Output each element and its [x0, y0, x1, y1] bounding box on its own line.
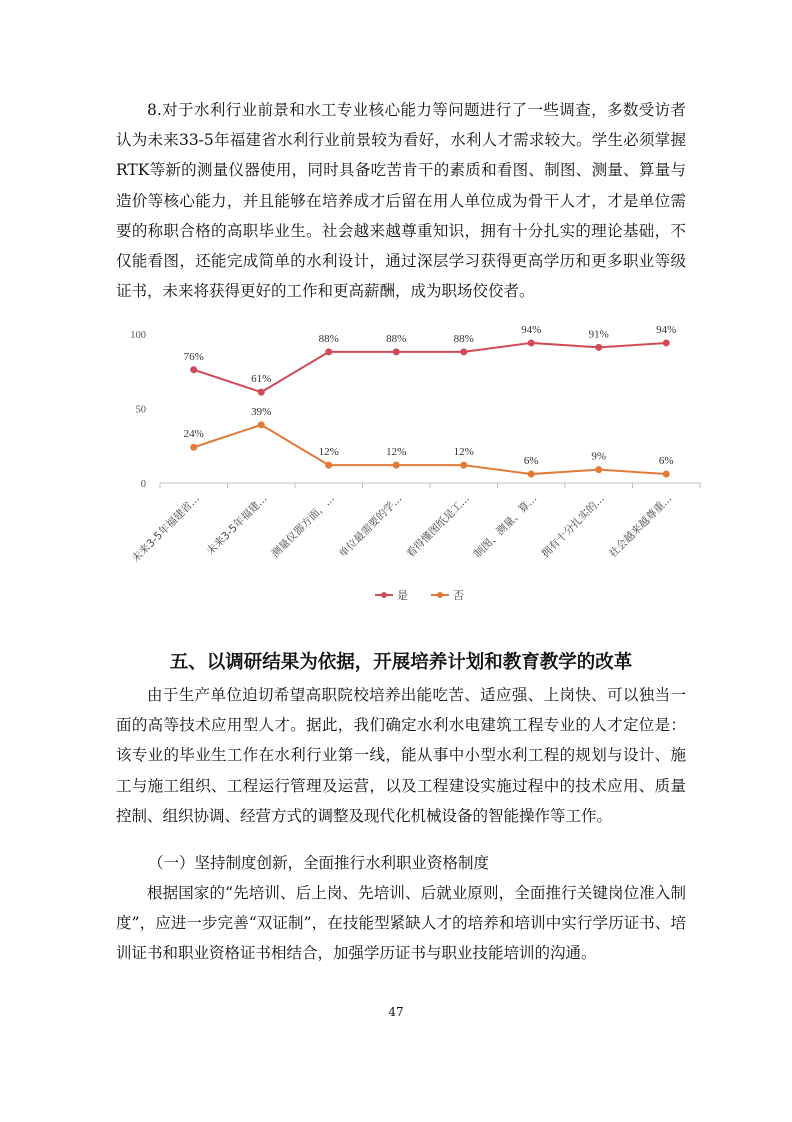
data-label-0-0: 76% [183, 350, 204, 363]
data-label-0-4: 88% [453, 332, 474, 345]
section-heading: 五、以调研结果为依据，开展培养计划和教育教学的改革 [169, 652, 633, 673]
data-label-1-1: 39% [251, 405, 272, 418]
y-axis-labels [130, 330, 146, 490]
category-label-4: 看得懂图纸是工... [404, 492, 472, 561]
x-axis-ticks [160, 483, 700, 488]
series-line-1 [194, 425, 667, 474]
chart-legend [375, 589, 464, 602]
category-label-5: 制图、测量、算... [471, 492, 540, 561]
data-label-0-6: 91% [588, 328, 609, 341]
legend-label-1: 否 [453, 589, 464, 602]
data-label-1-5: 6% [523, 455, 539, 468]
category-label-2: 测量仪器方面，... [269, 492, 337, 561]
data-label-1-3: 12% [386, 446, 407, 459]
data-label-1-4: 12% [453, 446, 474, 459]
legend-label-0: 是 [397, 589, 408, 602]
y-tick-label-0: 0 [140, 479, 146, 490]
survey-line-chart [100, 323, 712, 611]
data-label-1-0: 24% [183, 428, 204, 441]
paragraph-talent-positioning: 由于生产单位迫切希望高职院校培养出能吃苦、适应强、上岗快、可以独当一面的高等技术应用型人才。据此，我们确定水利水电建筑工程专业的人才定位是：该专业的毕业生工作在水利行业第一线，能从事中小型水利工程的规划与设计、施工与施工组织、工程运行管理及运营，以及工程建设实施过程中的技术应用、质量控制、组织协调、经营方式的调整及现代化机械设备的智能操作等工作。 [116, 686, 686, 825]
category-label-3: 单位最需要的学... [336, 492, 405, 561]
page-number: 47 [388, 1005, 404, 1019]
data-point-1-1 [258, 421, 265, 428]
paragraph-survey-findings: 8.对于水利行业前景和水工专业核心能力等问题进行了一些调查，多数受访者认为未来33-5年福建省水利行业前景较为看好，水利人才需求较大。学生必须掌握RTK等新的测量仪器使用，同时具备吃苦肯干的素质和看图、制图、测量、算量与造价等核心能力，并且能够在培养成才后留在用人单位成为骨干人才，才是单位需要的称职合格的高职毕业生。社会越来越尊重知识，拥有十分扎实的理论基础，不仅能看图，还能完成简单的水利设计，通过深层学习获得更高学历和更多职业等级证书，未来将获得更好的工作和更高薪酬，成为职场佼佼者。 [116, 101, 686, 301]
data-point-1-5 [528, 471, 535, 478]
data-point-0-7 [663, 339, 670, 346]
category-label-1: 未来3-5年福建... [204, 492, 270, 558]
y-tick-label-2: 100 [130, 330, 146, 341]
data-point-0-6 [595, 344, 602, 351]
data-point-0-0 [190, 366, 197, 373]
data-point-1-0 [190, 444, 197, 451]
data-label-1-2: 12% [318, 446, 339, 459]
paragraph-certification: 根据国家的“先培训、后上岗、先培训、后就业原则，全面推行关键岗位准入制度”，应进一步完善“双证制”，在技能型紧缺人才的培养和培训中实行学历证书、培训证书和职业资格证书相结合，加强学历证书与职业技能培训的沟通。 [116, 884, 686, 963]
legend-marker-0 [381, 592, 387, 598]
data-point-1-6 [595, 466, 602, 473]
subsection-heading: （一）坚持制度创新，全面推行水利职业资格制度 [148, 854, 490, 872]
data-point-1-3 [393, 462, 400, 469]
category-label-0: 未来3-5年福建省... [129, 492, 202, 565]
legend-marker-1 [437, 592, 443, 598]
data-label-0-3: 88% [386, 332, 407, 345]
data-point-0-2 [325, 348, 332, 355]
data-point-1-7 [663, 471, 670, 478]
category-label-7: 社会越来越尊重... [606, 492, 675, 561]
data-point-1-2 [325, 462, 332, 469]
data-label-0-1: 61% [251, 373, 272, 386]
y-tick-label-1: 50 [135, 404, 146, 416]
data-point-0-5 [528, 339, 535, 346]
data-point-0-3 [393, 348, 400, 355]
data-label-0-2: 88% [318, 332, 339, 345]
data-label-1-7: 6% [658, 455, 674, 468]
category-labels [129, 492, 674, 565]
category-label-6: 拥有十分扎实的... [539, 492, 607, 561]
data-point-0-1 [258, 389, 265, 396]
data-label-0-7: 94% [656, 323, 677, 336]
data-point-1-4 [460, 462, 467, 469]
data-label-0-5: 94% [521, 323, 542, 336]
data-labels [184, 324, 677, 467]
data-point-0-4 [460, 348, 467, 355]
data-label-1-6: 9% [591, 450, 607, 463]
